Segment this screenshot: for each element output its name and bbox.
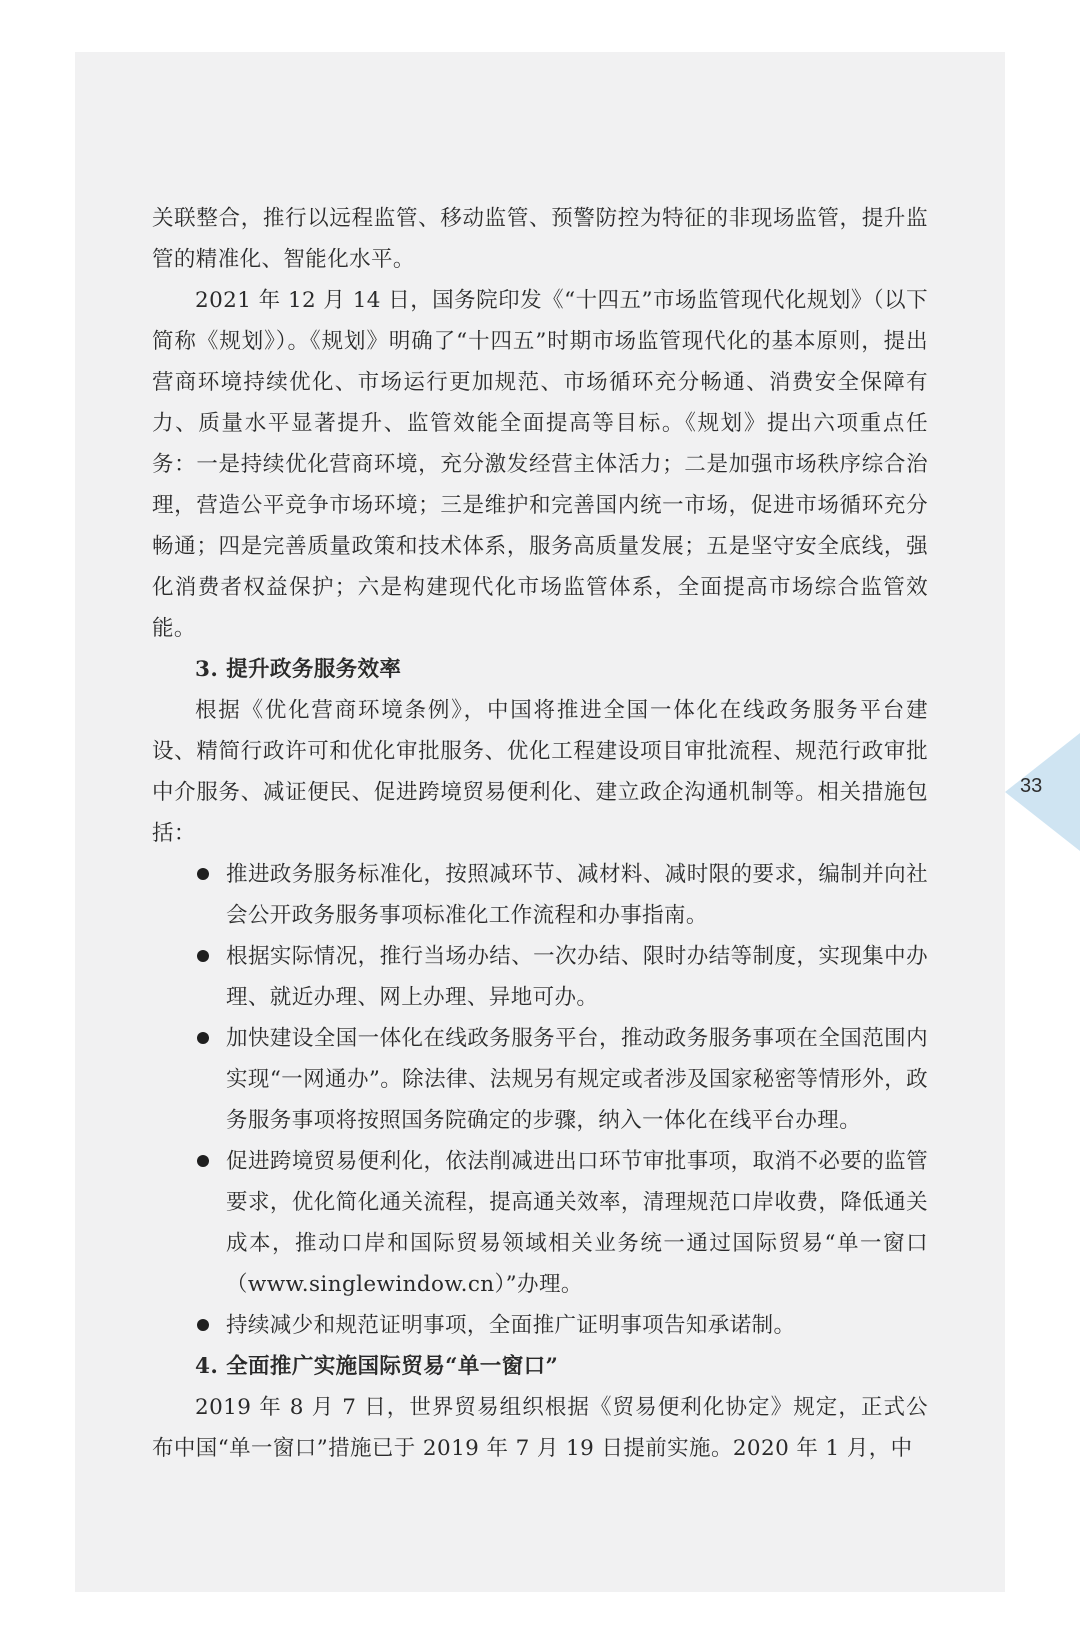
bullet-icon xyxy=(197,1319,209,1331)
bullet-icon xyxy=(197,1155,209,1167)
list-item: 加快建设全国一体化在线政务服务平台，推动政务服务事项在全国范围内实现“一网通办”。除法律、法规另有规定或者涉及国家秘密等情形外，政务服务事项将按照国务院确定的步骤，纳入一体化在线平台办理。 xyxy=(152,1018,928,1141)
list-item: 根据实际情况，推行当场办结、一次办结、限时办结等制度，实现集中办理、就近办理、网上办理、异地可办。 xyxy=(152,936,928,1018)
list-item: 推进政务服务标准化，按照减环节、减材料、减时限的要求，编制并向社会公开政务服务事项标准化工作流程和办事指南。 xyxy=(152,854,928,936)
list-item: 持续减少和规范证明事项，全面推广证明事项告知承诺制。 xyxy=(152,1305,928,1346)
measures-list xyxy=(152,854,928,1346)
bullet-icon xyxy=(197,868,209,880)
paragraph-plan-2021: 2021 年 12 月 14 日，国务院印发《“十四五”市场监管现代化规划》（以下简称《规划》）。《规划》明确了“十四五”时期市场监管现代化的基本原则，提出营商环境持续优化、市场运行更加规范、市场循环充分畅通、消费安全保障有力、质量水平显著提升、监管效能全面提高等目标。《规划》提出六项重点任务：一是持续优化营商环境，充分激发经营主体活力；二是加强市场秩序综合治理，营造公平竞争市场环境；三是维护和完善国内统一市场，促进市场循环充分畅通；四是完善质量政策和技术体系，服务高质量发展；五是坚守安全底线，强化消费者权益保护；六是构建现代化市场监管体系，全面提高市场综合监管效能。 xyxy=(152,288,928,641)
section-heading-4: 4. 全面推广实施国际贸易“单一窗口” xyxy=(195,1354,559,1379)
list-item: 促进跨境贸易便利化，依法削减进出口环节审批事项，取消不必要的监管要求，优化简化通关流程，提高通关效率，清理规范口岸收费，降低通关成本，推动口岸和国际贸易领域相关业务统一通过国际贸易“单一窗口（www.singlewindow.cn）”办理。 xyxy=(152,1141,928,1305)
paragraph-business-regulation: 根据《优化营商环境条例》，中国将推进全国一体化在线政务服务平台建设、精简行政许可和优化审批服务、优化工程建设项目审批流程、规范行政审批中介服务、减证便民、促进跨境贸易便利化、建立政企沟通机制等。相关措施包括： xyxy=(152,698,928,846)
page-number: 33 xyxy=(1020,775,1043,797)
page-content xyxy=(152,198,928,1469)
bullet-icon xyxy=(197,950,209,962)
paragraph-continuation: 关联整合，推行以远程监管、移动监管、预警防控为特征的非现场监管，提升监管的精准化、智能化水平。 xyxy=(152,206,928,272)
bullet-icon xyxy=(197,1032,209,1044)
section-heading-3: 3. 提升政务服务效率 xyxy=(195,657,402,682)
paragraph-single-window: 2019 年 8 月 7 日，世界贸易组织根据《贸易便利化协定》规定，正式公布中国“单一窗口”措施已于 2019 年 7 月 19 日提前实施。2020 年 1 月，中 xyxy=(152,1395,928,1461)
